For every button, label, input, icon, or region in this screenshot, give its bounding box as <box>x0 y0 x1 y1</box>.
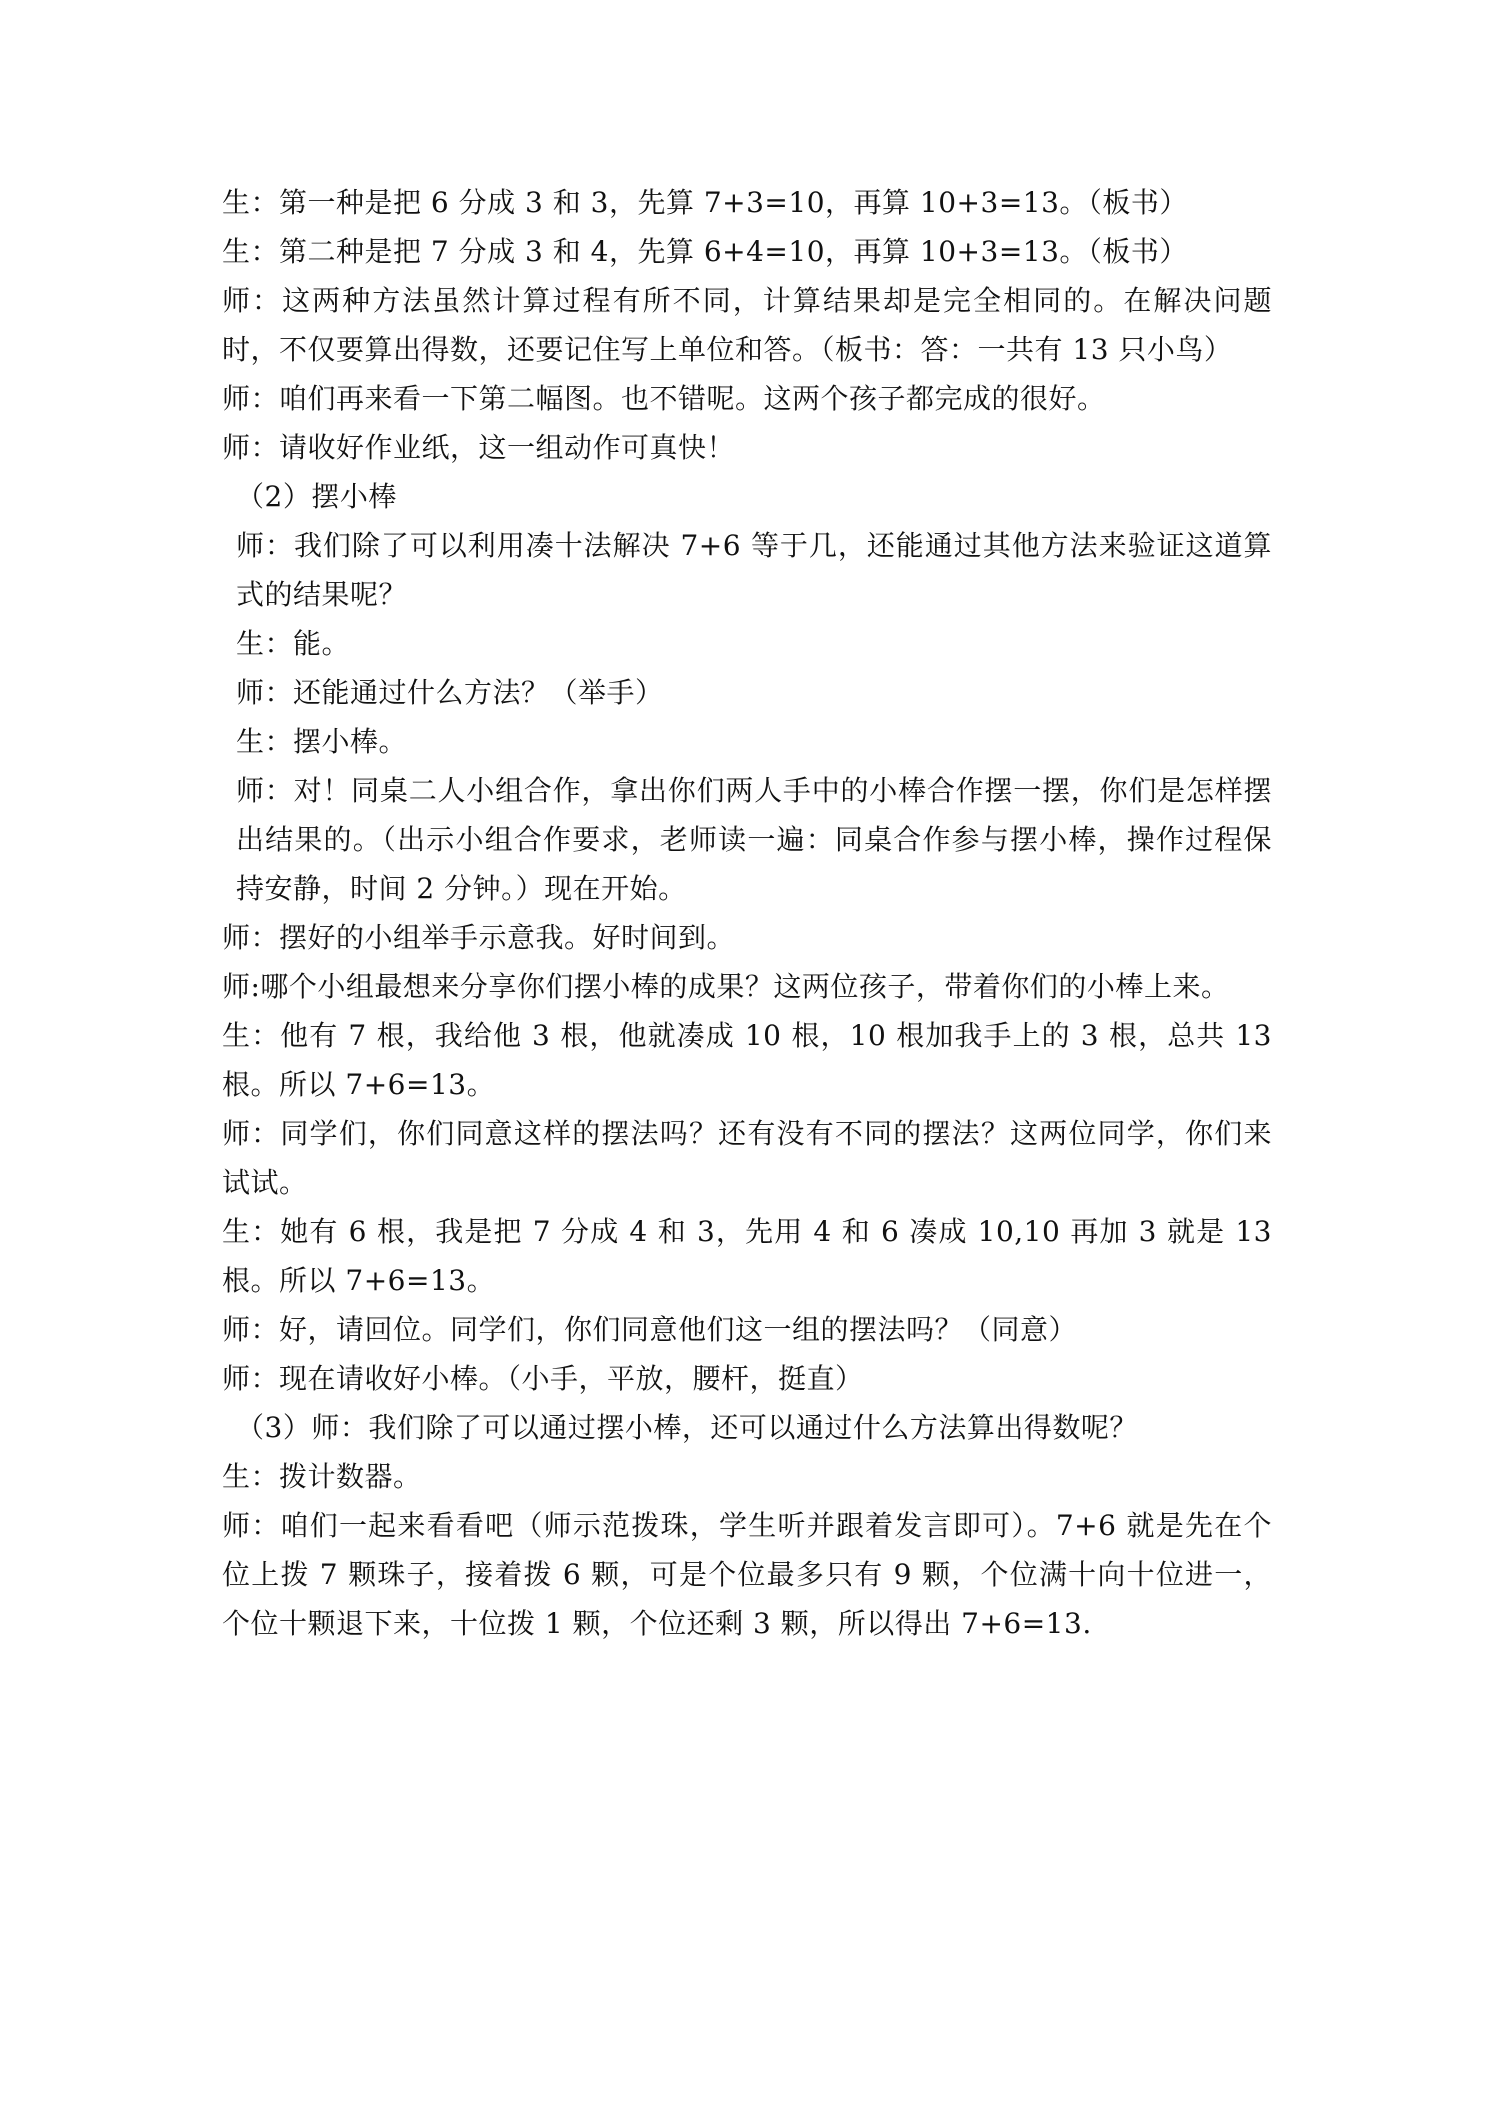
paragraph-4: 师：咱们再来看一下第二幅图。也不错呢。这两个孩子都完成的很好。 <box>222 382 1106 415</box>
paragraph-11: 师：对！同桌二人小组合作，拿出你们两人手中的小棒合作摆一摆，你们是怎样摆出结果的。（出示小组合作要求，老师读一遍：同桌合作参与摆小棒，操作过程保持安静，时间 2 分钟。）现在开始。 <box>236 774 1272 905</box>
paragraph-10: 生：摆小棒。 <box>236 725 408 758</box>
paragraph-3: 师：这两种方法虽然计算过程有所不同，计算结果却是完全相同的。在解决问题时，不仅要算出得数，还要记住写上单位和答。（板书：答：一共有 13 只小鸟） <box>222 284 1272 366</box>
paragraph-16: 生：她有 6 根，我是把 7 分成 4 和 3，先用 4 和 6 凑成 10,10 再加 3 就是 13 根。所以 7+6=13。 <box>222 1215 1272 1297</box>
paragraph-14: 生：他有 7 根，我给他 3 根，他就凑成 10 根，10 根加我手上的 3 根，总共 13 根。所以 7+6=13。 <box>222 1019 1272 1101</box>
paragraph-18: 师：现在请收好小棒。（小手，平放，腰杆，挺直） <box>222 1362 864 1395</box>
paragraph-15: 师：同学们，你们同意这样的摆法吗？还有没有不同的摆法？这两位同学，你们来试试。 <box>222 1117 1272 1199</box>
section-heading-3: （3）师：我们除了可以通过摆小棒，还可以通过什么方法算出得数呢？ <box>236 1411 1138 1444</box>
paragraph-7: 师：我们除了可以利用凑十法解决 7+6 等于几，还能通过其他方法来验证这道算式的结果呢？ <box>236 529 1272 611</box>
paragraph-8: 生：能。 <box>236 627 351 660</box>
paragraph-20: 生：拨计数器。 <box>222 1460 422 1493</box>
paragraph-2: 生：第二种是把 7 分成 3 和 4，先算 6+4=10，再算 10+3=13。（板书） <box>222 235 1188 268</box>
paragraph-5: 师：请收好作业纸，这一组动作可真快！ <box>222 431 736 464</box>
document-body <box>222 178 1272 1648</box>
paragraph-13: 师:哪个小组最想来分享你们摆小棒的成果？这两位孩子，带着你们的小棒上来。 <box>222 970 1230 1003</box>
paragraph-21: 师：咱们一起来看看吧（师示范拨珠，学生听并跟着发言即可）。7+6 就是先在个位上拨 7 颗珠子，接着拨 6 颗，可是个位最多只有 9 颗，个位满十向十位进一，个位十颗退下来，十位拨 1 颗，个位还剩 3 颗，所以得出 7+6=13. <box>222 1509 1272 1640</box>
paragraph-9: 师：还能通过什么方法？（举手） <box>236 676 664 709</box>
paragraph-12: 师：摆好的小组举手示意我。好时间到。 <box>222 921 736 954</box>
paragraph-1: 生：第一种是把 6 分成 3 和 3，先算 7+3=10，再算 10+3=13。（板书） <box>222 186 1188 219</box>
section-heading-2: （2）摆小棒 <box>236 480 397 513</box>
paragraph-17: 师：好，请回位。同学们，你们同意他们这一组的摆法吗？（同意） <box>222 1313 1078 1346</box>
